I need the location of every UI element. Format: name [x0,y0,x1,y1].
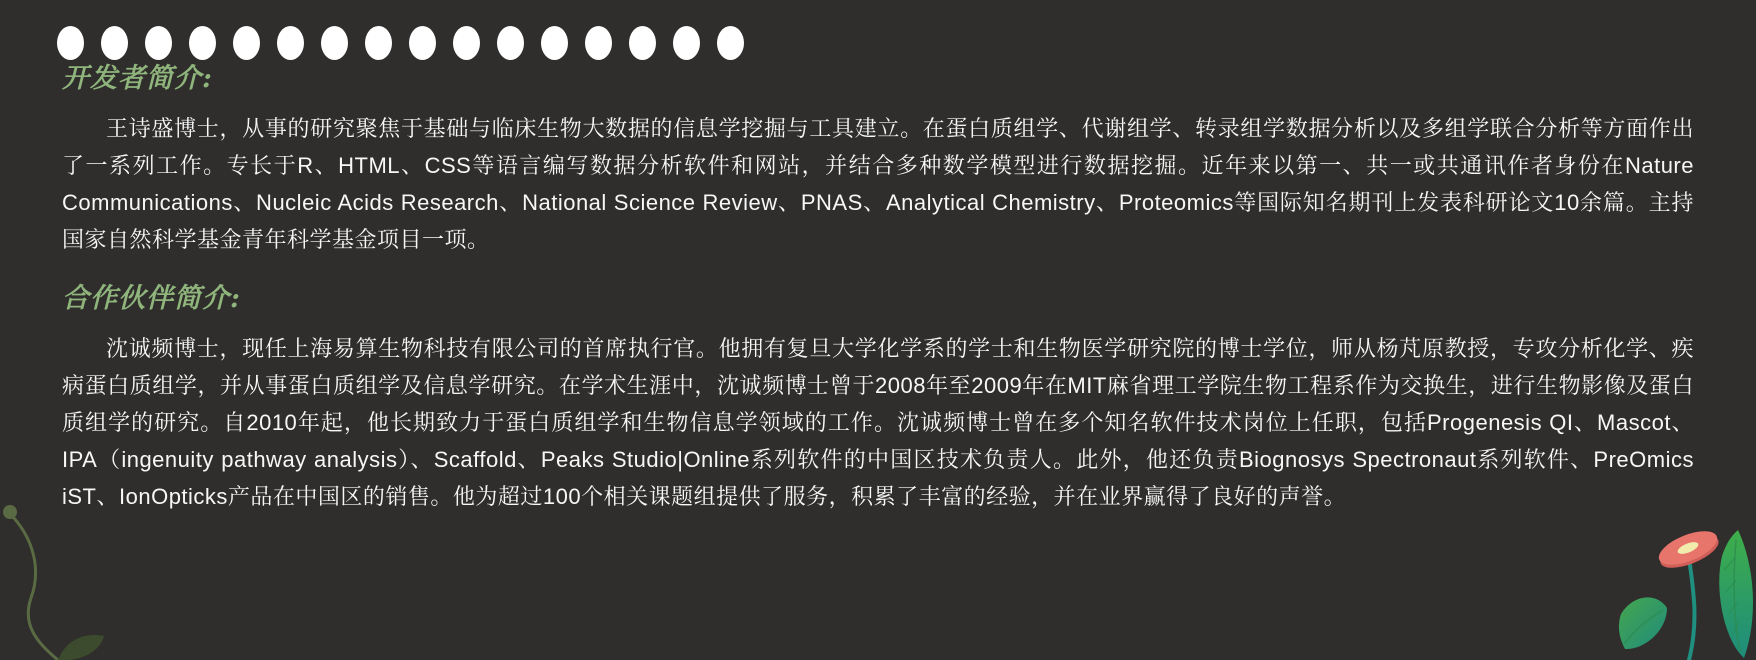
partner-intro-paragraph: 沈诚频博士，现任上海易算生物科技有限公司的首席执行官。他拥有复旦大学化学系的学士和生物医学研究院的博士学位，师从杨芃原教授，专攻分析化学、疾病蛋白质组学，并从事蛋白质组学及信息学研究。在学术生涯中，沈诚频博士曾于2008年至2009年在MIT麻省理工学院生物工程系作为交换生，进行生物影像及蛋白质组学的研究。自2010年起，他长期致力于蛋白质组学和生物信息学领域的工作。沈诚频博士曾在多个知名软件技术岗位上任职，包括Progenesis QI、Mascot、IPA（ingenuity pathway analysis）、Scaffold、Peaks Studio|Online系列软件的中国区技术负责人。此外，他还负责Biognosys Spectronaut系列软件、PreOmics iST、IonOpticks产品在中国区的销售。他为超过100个相关课题组提供了服务，积累了丰富的经验，并在业界赢得了良好的声誉。 [62,336,1694,509]
binder-hole [629,26,656,60]
binder-hole [365,26,392,60]
flower-plant-icon [1521,518,1756,660]
developer-intro-heading: 开发者简介: [62,63,213,94]
binder-hole [541,26,568,60]
binder-hole [497,26,524,60]
binder-hole [321,26,348,60]
binder-hole [585,26,612,60]
binder-hole [101,26,128,60]
binder-hole [189,26,216,60]
partner-intro-heading: 合作伙伴简介: [62,283,241,314]
vine-tendril-icon [0,500,110,660]
slide-content [62,62,1694,539]
binder-hole [233,26,260,60]
binder-hole [145,26,172,60]
binder-hole [409,26,436,60]
binder-hole [453,26,480,60]
binder-hole [673,26,700,60]
binder-hole [277,26,304,60]
developer-intro-paragraph: 王诗盛博士，从事的研究聚焦于基础与临床生物大数据的信息学挖掘与工具建立。在蛋白质组学、代谢组学、转录组学数据分析以及多组学联合分析等方面作出了一系列工作。专长于R、HTML、CSS等语言编写数据分析软件和网站，并结合多种数学模型进行数据挖掘。近年来以第一、共一或共通讯作者身份在Nature Communications、Nucleic Acids Research、National Science Review、PNAS、Analytical Chemistry、Proteomics等国际知名期刊上发表科研论文10余篇。主持国家自然科学基金青年科学基金项目一项。 [62,116,1694,252]
binder-hole [717,26,744,60]
binder-hole [57,26,84,60]
binder-holes [57,26,744,60]
